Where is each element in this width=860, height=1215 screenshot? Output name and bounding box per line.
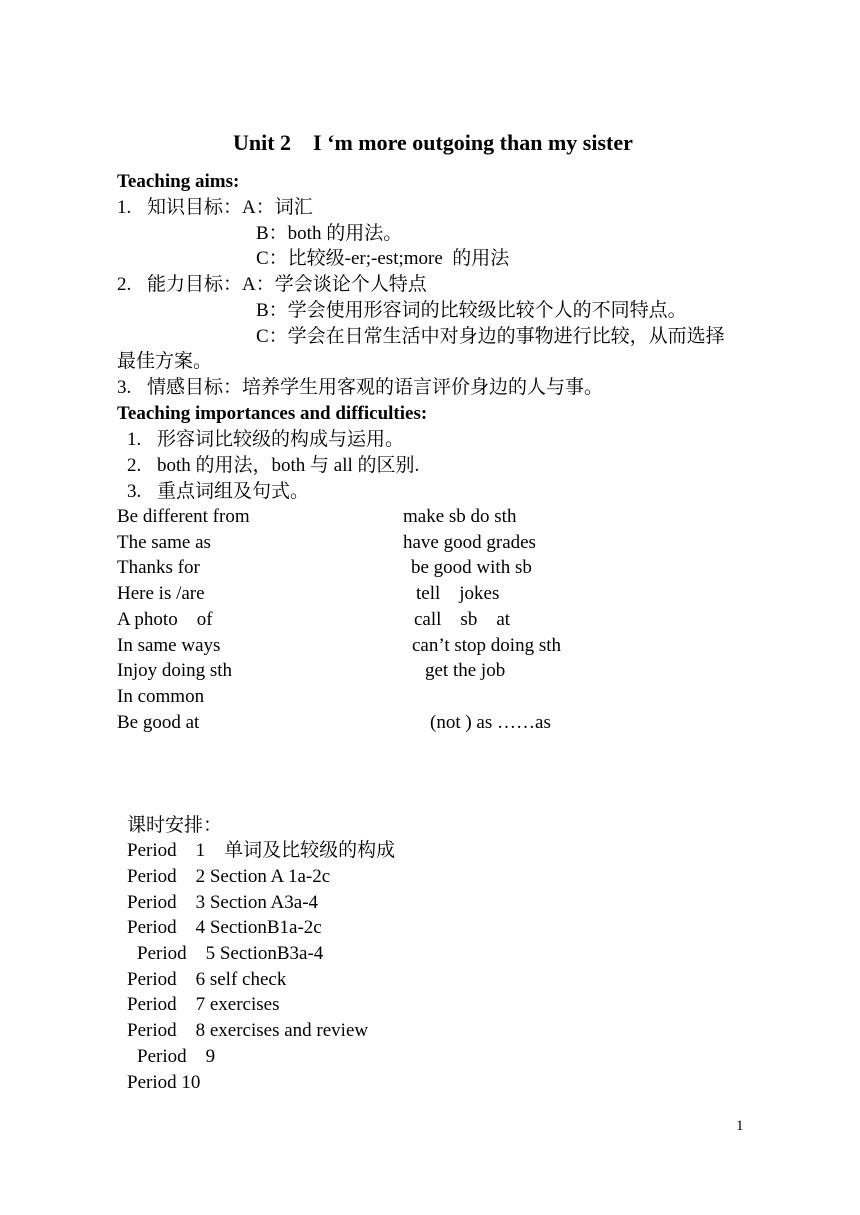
schedule-period: Period 10 bbox=[127, 1072, 201, 1093]
schedule-period: Period 8 exercises and review bbox=[127, 1020, 369, 1041]
schedule-period: Period 2 Section A 1a-2c bbox=[127, 866, 331, 887]
aim-1-line-b: B：both 的用法。 bbox=[256, 223, 403, 244]
aim-2-line-b: B：学会使用形容词的比较级比较个人的不同特点。 bbox=[256, 300, 687, 321]
aim-3-label: 情感目标： bbox=[147, 377, 243, 398]
difficulty-1-number: 1. bbox=[127, 429, 142, 450]
schedule-period: Period 3 Section A3a-4 bbox=[127, 892, 319, 913]
difficulties-heading: Teaching importances and difficulties: bbox=[117, 403, 428, 424]
phrase-right: call sb at bbox=[414, 609, 511, 630]
aim-2-line-c-cont: 最佳方案。 bbox=[117, 351, 213, 372]
phrase-left: Here is /are bbox=[117, 583, 205, 604]
phrase-left: The same as bbox=[117, 532, 211, 553]
schedule-heading: 课时安排： bbox=[127, 815, 223, 836]
aim-2-label: 能力目标： bbox=[147, 274, 243, 295]
phrase-left: In common bbox=[117, 686, 205, 707]
phrase-left: Thanks for bbox=[117, 557, 200, 578]
schedule-period: Period 1 单词及比较级的构成 bbox=[127, 840, 396, 861]
schedule-period: Period 7 exercises bbox=[127, 994, 280, 1015]
aim-2-number: 2. bbox=[117, 274, 132, 295]
difficulty-3-text: 重点词组及句式。 bbox=[157, 481, 310, 502]
difficulty-2-text: both 的用法，both 与 all 的区别. bbox=[157, 455, 420, 476]
difficulty-3-number: 3. bbox=[127, 481, 142, 502]
schedule-period: Period 6 self check bbox=[127, 969, 287, 990]
phrase-right: (not ) as ……as bbox=[430, 712, 551, 733]
phrase-right: get the job bbox=[425, 660, 506, 681]
document-title: Unit 2 I ‘m more outgoing than my sister bbox=[233, 130, 633, 155]
phrase-left: Be good at bbox=[117, 712, 200, 733]
phrase-left: A photo of bbox=[117, 609, 213, 630]
phrase-right: can’t stop doing sth bbox=[412, 635, 562, 656]
difficulty-2-number: 2. bbox=[127, 455, 142, 476]
phrase-right: tell jokes bbox=[416, 583, 500, 604]
phrase-right: make sb do sth bbox=[403, 506, 517, 527]
aims-heading: Teaching aims: bbox=[117, 171, 240, 192]
schedule-period: Period 4 SectionB1a-2c bbox=[127, 917, 322, 938]
aim-3-number: 3. bbox=[117, 377, 132, 398]
aim-1-line-a: A：词汇 bbox=[242, 197, 313, 218]
aim-3-line: 培养学生用客观的语言评价身边的人与事。 bbox=[242, 377, 604, 398]
aim-2-line-c: C：学会在日常生活中对身边的事物进行比较，从而选择 bbox=[256, 326, 725, 347]
aim-2-line-a: A：学会谈论个人特点 bbox=[242, 274, 427, 295]
phrase-right: be good with sb bbox=[411, 557, 532, 578]
phrase-left: In same ways bbox=[117, 635, 221, 656]
aim-1-line-c: C：比较级-er;-est;more 的用法 bbox=[256, 248, 510, 269]
schedule-period: Period 5 SectionB3a-4 bbox=[137, 943, 324, 964]
phrase-left: Injoy doing sth bbox=[117, 660, 233, 681]
phrase-right: have good grades bbox=[403, 532, 536, 553]
schedule-period: Period 9 bbox=[137, 1046, 216, 1067]
aim-1-number: 1. bbox=[117, 197, 132, 218]
difficulty-1-text: 形容词比较级的构成与运用。 bbox=[157, 429, 405, 450]
aim-1-label: 知识目标： bbox=[147, 197, 243, 218]
page-number: 1 bbox=[736, 1118, 744, 1134]
phrase-left: Be different from bbox=[117, 506, 250, 527]
